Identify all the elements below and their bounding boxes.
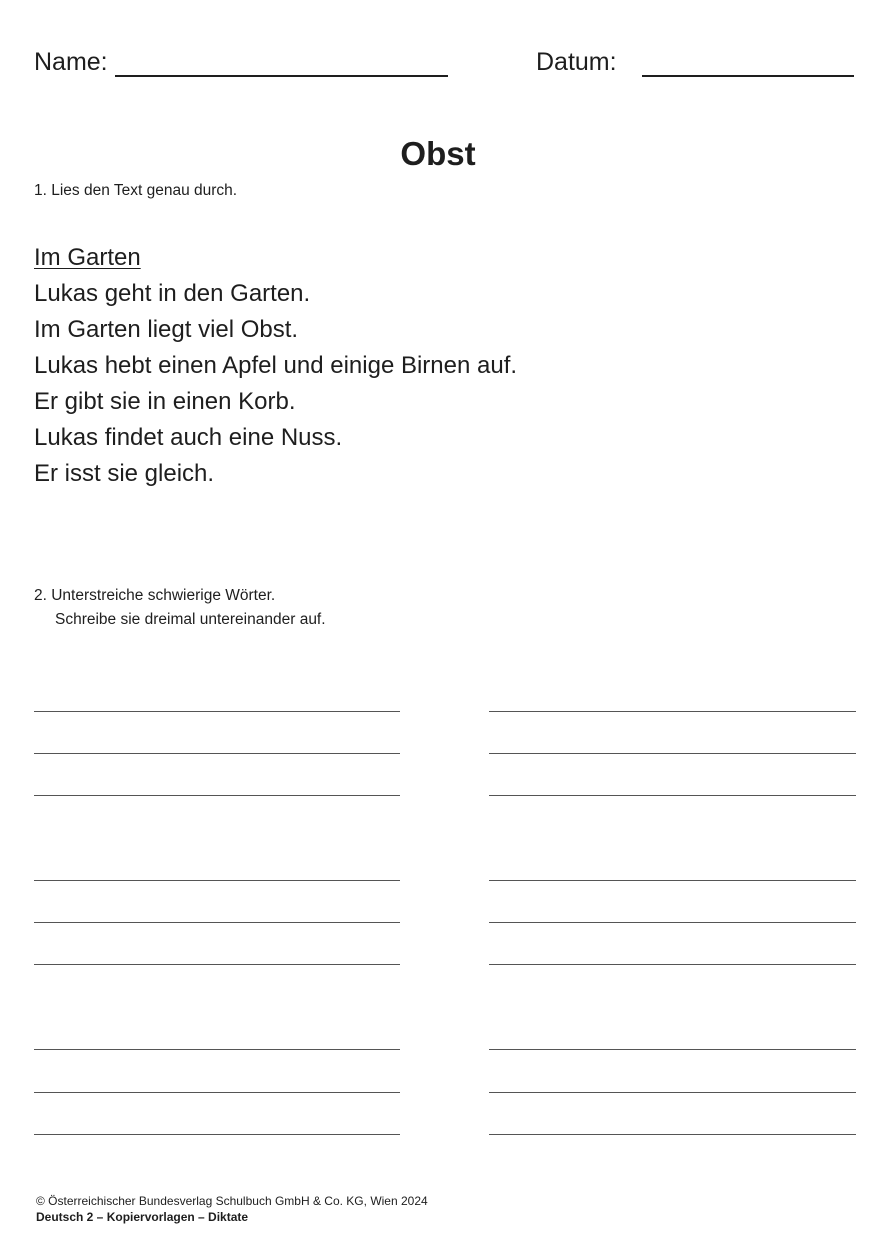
footer-copyright: © Österreichischer Bundesverlag Schulbuch GmbH & Co. KG, Wien 2024	[36, 1194, 428, 1208]
writing-line[interactable]	[489, 922, 856, 923]
writing-line[interactable]	[34, 922, 400, 923]
story-line: Er isst sie gleich.	[34, 460, 215, 487]
writing-line[interactable]	[489, 1134, 856, 1135]
task-2-instruction: 2. Unterstreiche schwierige Wörter.	[34, 587, 276, 604]
name-input-line[interactable]	[115, 75, 448, 77]
writing-line[interactable]	[489, 1092, 856, 1093]
writing-line[interactable]	[489, 880, 856, 881]
story-line: Lukas hebt einen Apfel und einige Birnen auf.	[34, 352, 518, 379]
story-line: Lukas findet auch eine Nuss.	[34, 424, 343, 451]
writing-line[interactable]	[34, 1092, 400, 1093]
story-text	[34, 240, 517, 492]
page-title: Obst	[400, 135, 476, 172]
writing-line[interactable]	[489, 795, 856, 796]
writing-line[interactable]	[489, 1049, 856, 1050]
date-input-line[interactable]	[642, 75, 854, 77]
writing-line[interactable]	[34, 753, 400, 754]
story-line: Er gibt sie in einen Korb.	[34, 388, 296, 415]
story-line: Lukas geht in den Garten.	[34, 280, 311, 307]
task-1-instruction: 1. Lies den Text genau durch.	[34, 182, 238, 199]
writing-line[interactable]	[34, 1049, 400, 1050]
writing-line[interactable]	[489, 711, 856, 712]
writing-line[interactable]	[34, 795, 400, 796]
story-heading: Im Garten	[34, 244, 141, 271]
writing-line[interactable]	[34, 880, 400, 881]
writing-line[interactable]	[34, 711, 400, 712]
writing-line[interactable]	[489, 753, 856, 754]
writing-line[interactable]	[34, 964, 400, 965]
footer	[36, 1193, 428, 1225]
date-label: Datum:	[536, 48, 617, 76]
name-label: Name:	[34, 48, 108, 76]
writing-line[interactable]	[489, 964, 856, 965]
task-2-instruction-continued: Schreibe sie dreimal untereinander auf.	[55, 611, 326, 628]
writing-line[interactable]	[34, 1134, 400, 1135]
footer-product: Deutsch 2 – Kopiervorlagen – Diktate	[36, 1210, 249, 1224]
story-line: Im Garten liegt viel Obst.	[34, 316, 299, 343]
